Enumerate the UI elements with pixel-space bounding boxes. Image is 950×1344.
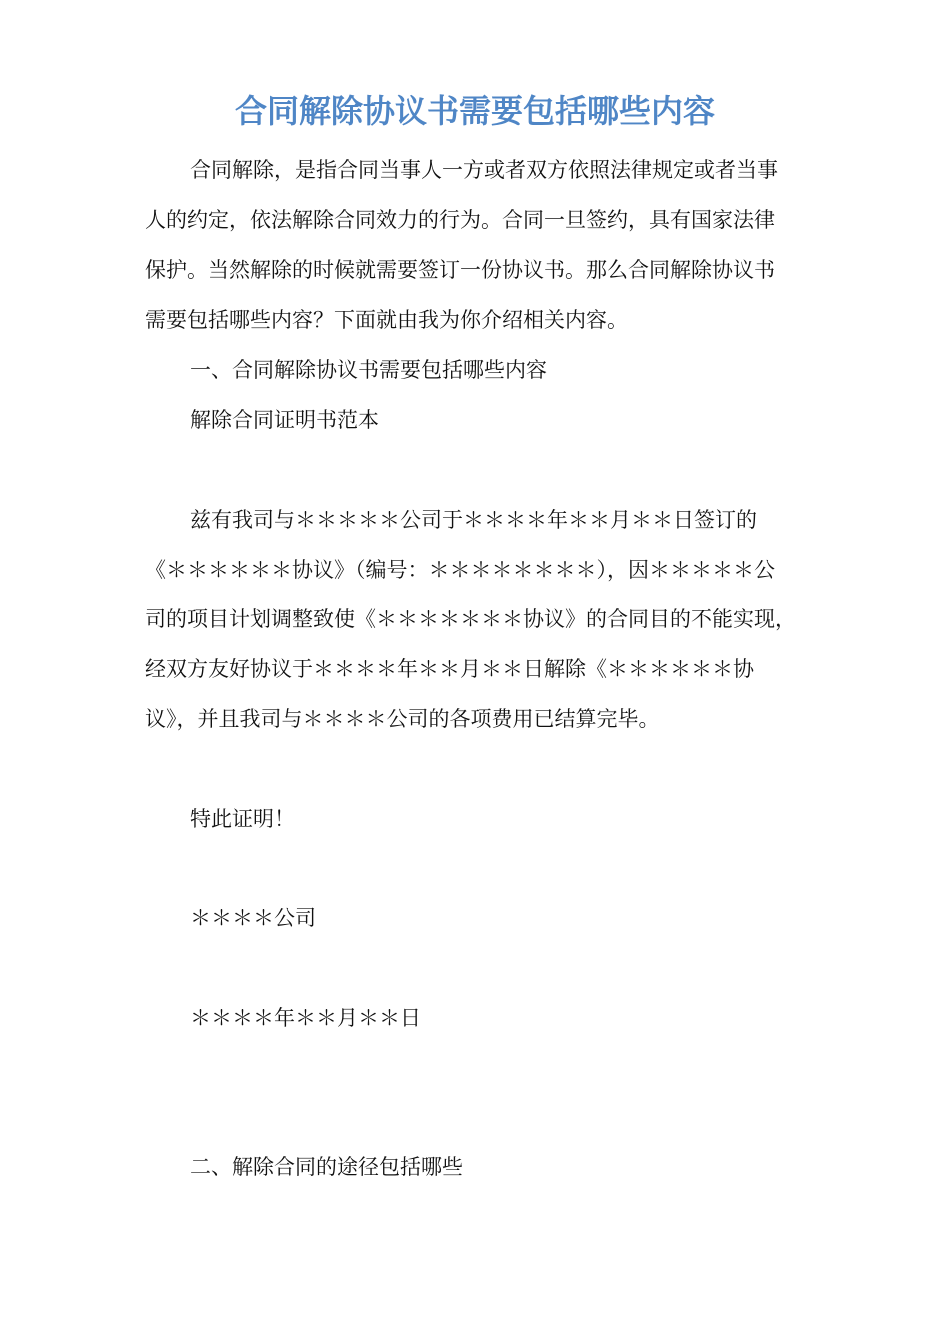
section-two-heading: 二、解除合同的途径包括哪些 bbox=[190, 1155, 463, 1179]
intro-line-3: 保护。当然解除的时候就需要签订一份协议书。那么合同解除协议书 bbox=[145, 258, 775, 282]
template-body-line-3: 司的项目计划调整致使《＊＊＊＊＊＊＊协议》的合同目的不能实现， bbox=[145, 607, 796, 631]
date-text: ＊＊＊＊年＊＊月＊＊日 bbox=[190, 1006, 421, 1030]
template-body-line-5: 议》，并且我司与＊＊＊＊公司的各项费用已结算完毕。 bbox=[145, 707, 660, 731]
template-body-line-1: 兹有我司与＊＊＊＊＊公司于＊＊＊＊年＊＊月＊＊日签订的 bbox=[190, 508, 757, 532]
company-name: ＊＊＊＊公司 bbox=[190, 906, 316, 930]
template-body-line-2: 《＊＊＊＊＊＊协议》（编号：＊＊＊＊＊＊＊＊），因＊＊＊＊＊公 bbox=[145, 558, 775, 582]
intro-line-4: 需要包括哪些内容？下面就由我为你介绍相关内容。 bbox=[145, 308, 628, 332]
section-one-heading: 一、合同解除协议书需要包括哪些内容 bbox=[190, 358, 547, 382]
intro-line-2: 人的约定，依法解除合同效力的行为。合同一旦签约，具有国家法律 bbox=[145, 208, 775, 232]
template-body-line-4: 经双方友好协议于＊＊＊＊年＊＊月＊＊日解除《＊＊＊＊＊＊协 bbox=[145, 657, 754, 681]
certify-text: 特此证明！ bbox=[190, 807, 295, 831]
intro-line-1: 合同解除，是指合同当事人一方或者双方依照法律规定或者当事 bbox=[190, 158, 778, 182]
template-title: 解除合同证明书范本 bbox=[190, 408, 379, 432]
document-title: 合同解除协议书需要包括哪些内容 bbox=[234, 92, 715, 130]
